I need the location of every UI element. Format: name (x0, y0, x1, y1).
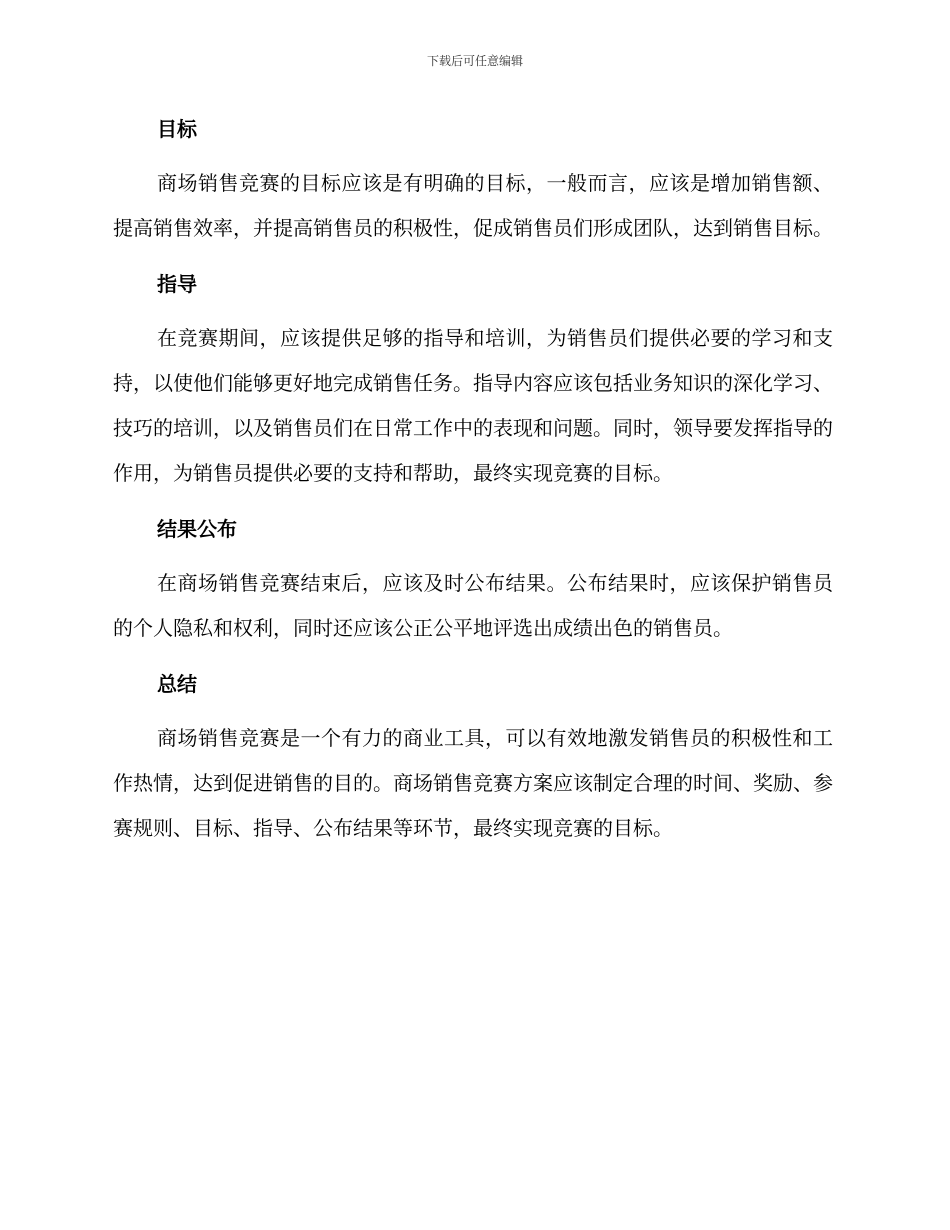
section-goal (113, 111, 833, 251)
section-results (113, 511, 833, 651)
section-paragraph: 在商场销售竞赛结束后，应该及时公布结果。公布结果时，应该保护销售员的个人隐私和权利，同时还应该公正公平地评选出成绩出色的销售员。 (113, 571, 833, 640)
section-heading: 结果公布 (157, 517, 237, 541)
section-summary (113, 666, 833, 851)
section-paragraph: 在竞赛期间，应该提供足够的指导和培训，为销售员们提供必要的学习和支持，以使他们能够更好地完成销售任务。指导内容应该包括业务知识的深化学习、技巧的培训，以及销售员们在日常工作中的表现和问题。同时，领导要发挥指导的作用，为销售员提供必要的支持和帮助，最终实现竞赛的目标。 (113, 326, 833, 485)
section-paragraph: 商场销售竞赛是一个有力的商业工具，可以有效地激发销售员的积极性和工作热情，达到促进销售的目的。商场销售竞赛方案应该制定合理的时间、奖励、参赛规则、目标、指导、公布结果等环节，最终实现竞赛的目标。 (113, 726, 833, 840)
section-heading: 目标 (157, 117, 197, 141)
section-heading: 总结 (157, 672, 197, 696)
section-heading: 指导 (157, 272, 197, 296)
document-content (113, 111, 833, 866)
header-note: 下载后可任意编辑 (426, 54, 523, 68)
section-guidance (113, 266, 833, 496)
section-paragraph: 商场销售竞赛的目标应该是有明确的目标，一般而言，应该是增加销售额、提高销售效率，并提高销售员的积极性，促成销售员们形成团队，达到销售目标。 (113, 171, 833, 240)
